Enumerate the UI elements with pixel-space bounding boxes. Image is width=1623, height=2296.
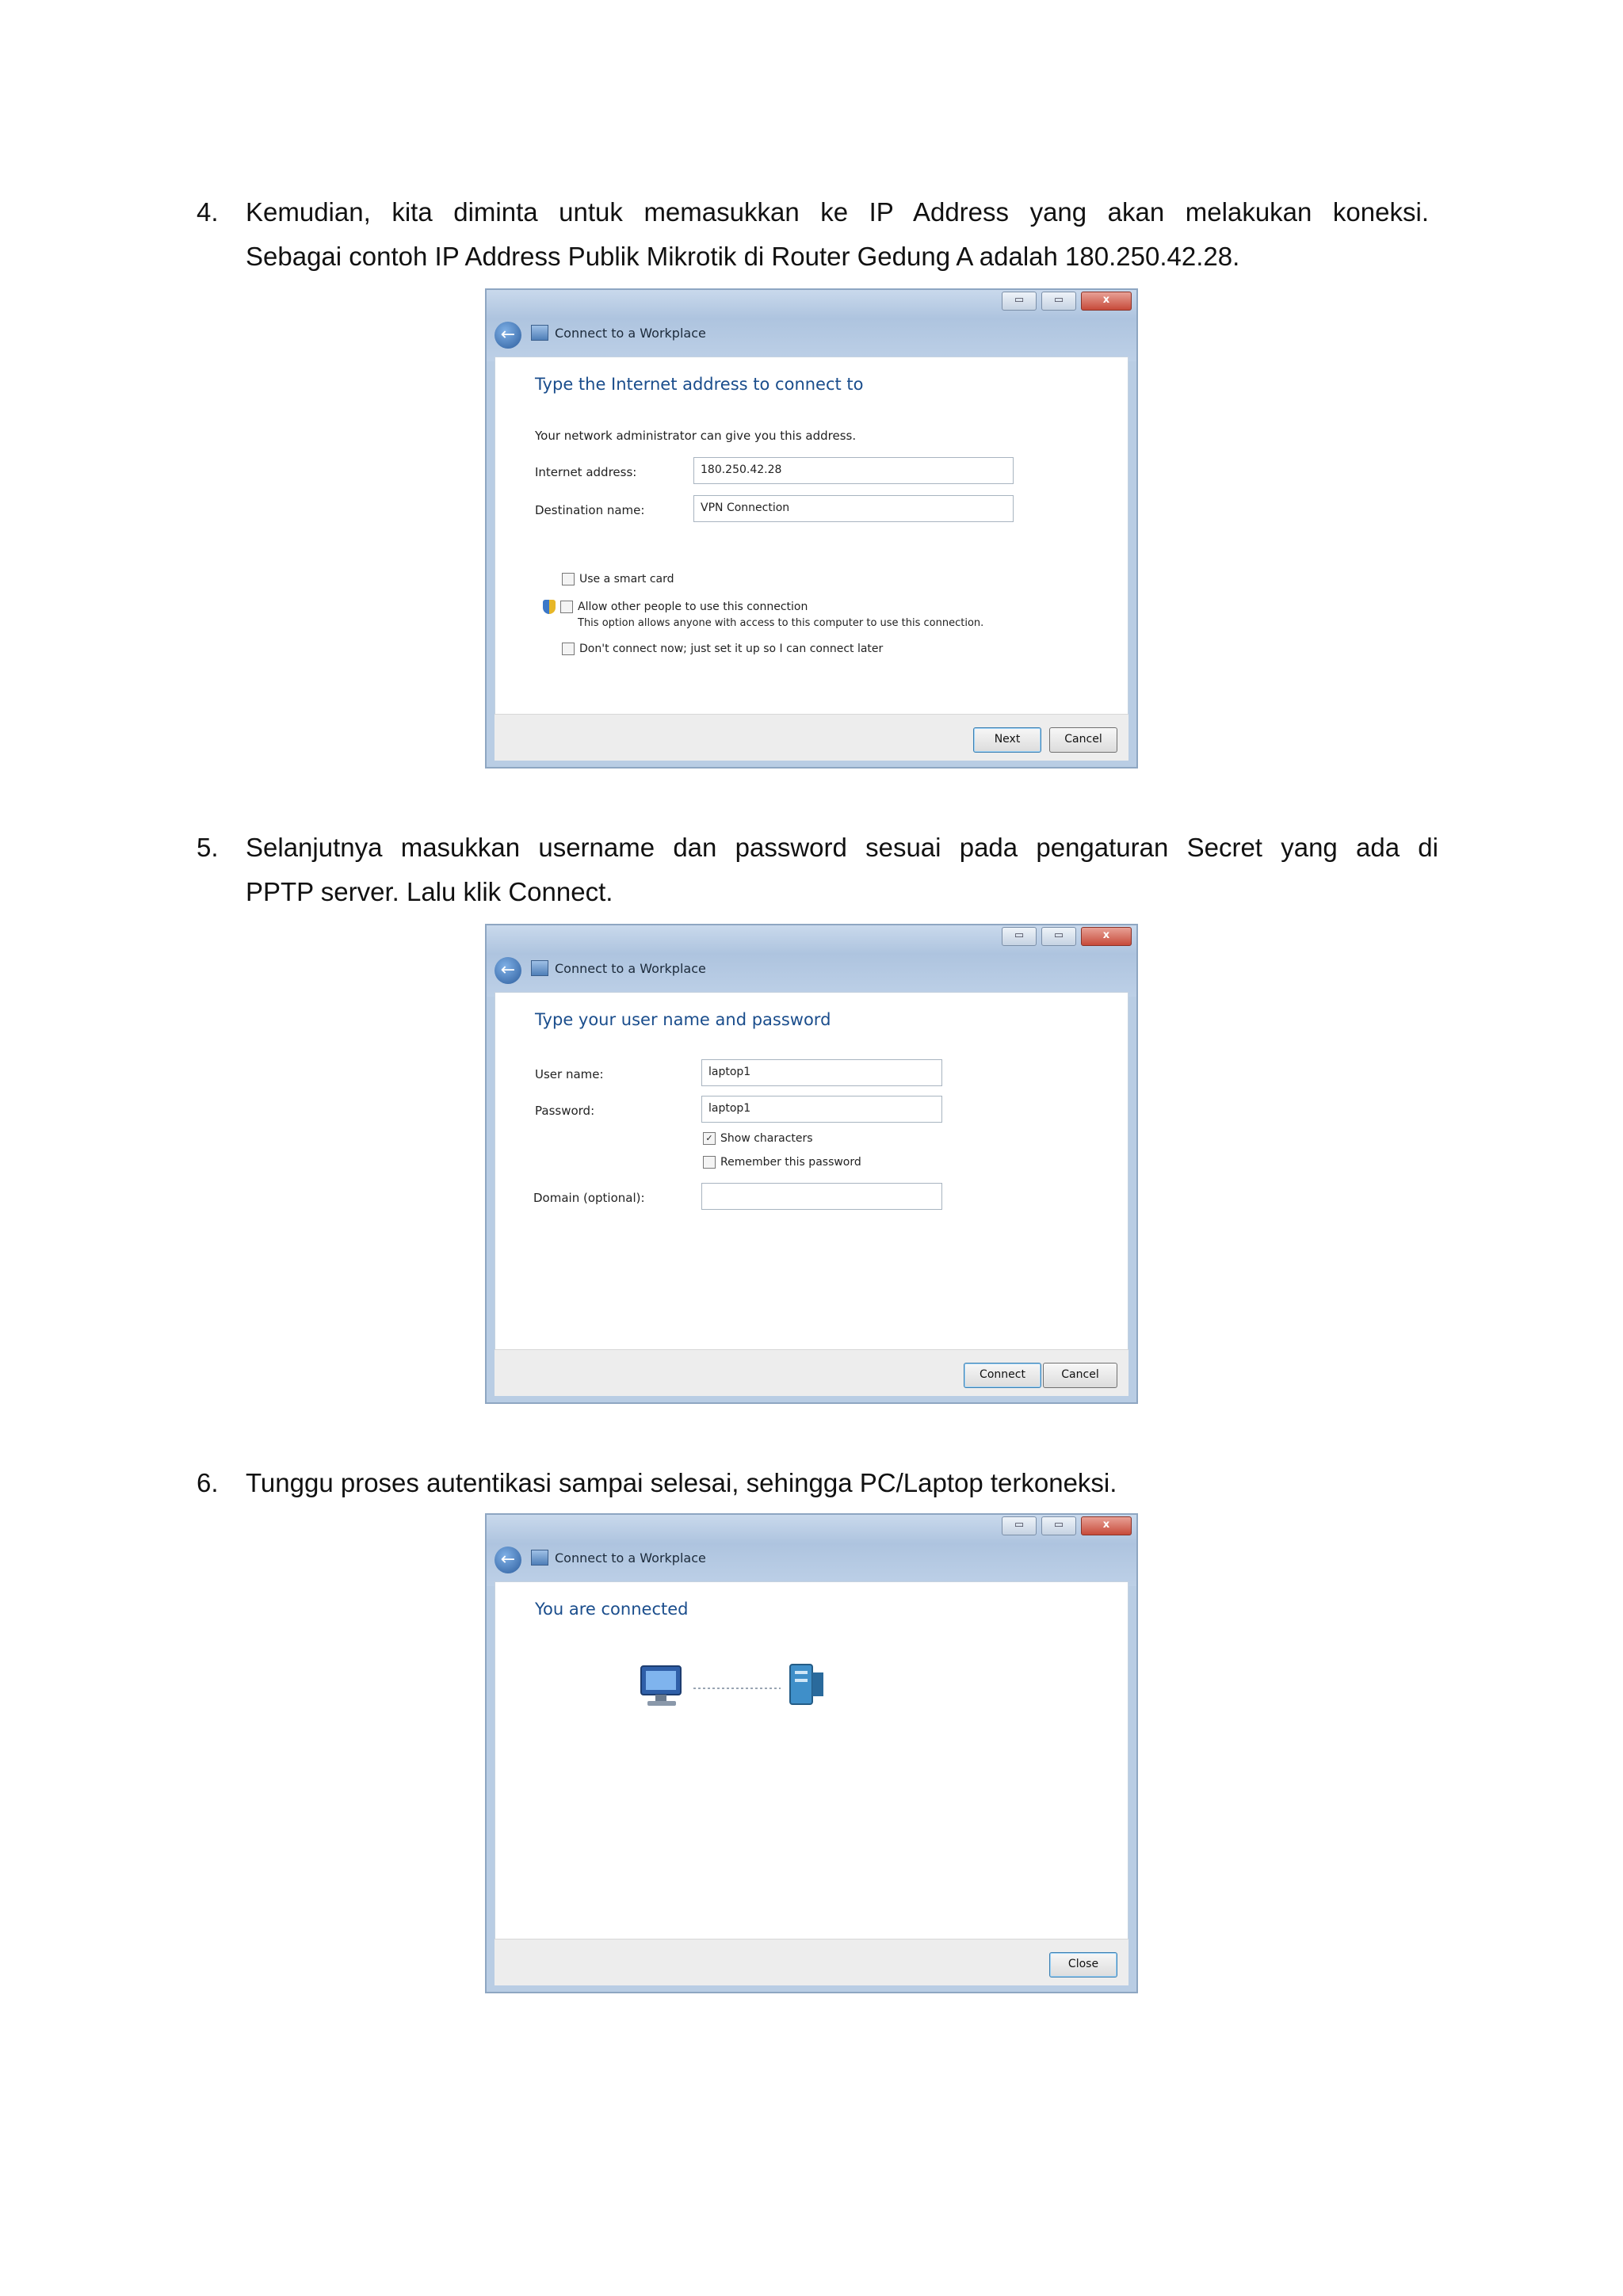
close-window-button[interactable]: x — [1081, 927, 1132, 946]
window-controls — [1002, 1516, 1132, 1535]
dialog-footer — [495, 1939, 1128, 1985]
username-input[interactable]: laptop1 — [701, 1059, 942, 1086]
dont-connect-label: Don't connect now; just set it up so I can connect later — [579, 643, 884, 655]
username-label: User name: — [535, 1067, 604, 1081]
dialog-footer — [495, 714, 1128, 761]
allow-others-note: This option allows anyone with access to this computer to use this connection. — [578, 617, 984, 629]
window-title — [531, 960, 706, 976]
step-number: 6. — [197, 1468, 219, 1497]
window-title-text: Connect to a Workplace — [555, 1550, 706, 1566]
smart-card-option[interactable] — [562, 573, 674, 585]
smart-card-checkbox[interactable] — [562, 573, 575, 585]
show-characters-option[interactable] — [703, 1132, 813, 1145]
smart-card-label: Use a smart card — [579, 573, 674, 585]
close-window-button[interactable]: x — [1081, 1516, 1132, 1535]
internet-address-label: Internet address: — [535, 465, 637, 479]
dont-connect-checkbox[interactable] — [562, 643, 575, 655]
internet-address-input[interactable]: 180.250.42.28 — [693, 457, 1014, 484]
window-title — [531, 325, 706, 341]
close-window-button[interactable]: x — [1081, 292, 1132, 311]
password-label: Password: — [535, 1104, 595, 1118]
minimize-button[interactable]: ▭ — [1002, 292, 1037, 311]
remember-password-option[interactable] — [703, 1156, 861, 1169]
server-icon — [790, 1665, 823, 1704]
close-button[interactable]: Close — [1049, 1952, 1117, 1978]
step-text-line: PPTP server. Lalu klik Connect. — [246, 877, 613, 906]
show-characters-checkbox[interactable]: ✓ — [703, 1132, 716, 1145]
network-icon — [531, 325, 548, 341]
window-title-text: Connect to a Workplace — [555, 325, 706, 341]
domain-label: Domain (optional): — [533, 1191, 645, 1205]
dialog-content — [495, 992, 1128, 1350]
remember-password-checkbox[interactable] — [703, 1156, 716, 1169]
computer-icon — [641, 1666, 681, 1706]
dialog-content — [495, 357, 1128, 715]
network-icon — [531, 1550, 548, 1566]
back-arrow-icon[interactable]: ← — [495, 322, 521, 349]
connection-diagram — [638, 1661, 828, 1717]
dialog-content — [495, 1581, 1128, 1939]
step-text-line: Kemudian, kita diminta untuk memasukkan ke IP Address yang akan melakukan koneksi. — [246, 197, 1429, 227]
window-title — [531, 1550, 706, 1566]
window-controls — [1002, 927, 1132, 946]
network-icon — [531, 960, 548, 976]
domain-input[interactable] — [701, 1183, 942, 1210]
remember-password-label: Remember this password — [720, 1156, 861, 1169]
dialog-heading: Type the Internet address to connect to — [535, 375, 864, 394]
show-characters-label: Show characters — [720, 1132, 813, 1145]
window-title-text: Connect to a Workplace — [555, 960, 706, 976]
allow-others-checkbox[interactable] — [560, 601, 573, 613]
allow-others-label: Allow other people to use this connection — [578, 601, 808, 613]
minimize-button[interactable]: ▭ — [1002, 1516, 1037, 1535]
cancel-button[interactable]: Cancel — [1049, 727, 1117, 753]
password-input[interactable]: laptop1 — [701, 1096, 942, 1123]
connect-workplace-dialog-credentials — [485, 924, 1138, 1404]
maximize-button[interactable]: ▭ — [1041, 292, 1076, 311]
back-arrow-icon[interactable]: ← — [495, 1547, 521, 1573]
window-controls — [1002, 292, 1132, 311]
connect-workplace-dialog-address — [485, 288, 1138, 769]
back-arrow-icon[interactable]: ← — [495, 957, 521, 984]
step-number: 5. — [197, 833, 219, 862]
next-button[interactable]: Next — [973, 727, 1041, 753]
step-text-line: Tunggu proses autentikasi sampai selesai, sehingga PC/Laptop terkoneksi. — [246, 1468, 1117, 1497]
destination-name-label: Destination name: — [535, 503, 645, 517]
step-text-line: Sebagai contoh IP Address Publik Mikrotik di Router Gedung A adalah 180.250.42.28. — [246, 242, 1240, 271]
allow-others-option[interactable] — [543, 600, 808, 614]
connect-workplace-dialog-connected — [485, 1513, 1138, 1993]
destination-name-input[interactable]: VPN Connection — [693, 495, 1014, 522]
step-number: 4. — [197, 197, 219, 227]
dialog-heading: You are connected — [535, 1600, 689, 1619]
connect-button[interactable]: Connect — [964, 1363, 1041, 1388]
step-text-line: Selanjutnya masukkan username dan password sesuai pada pengaturan Secret yang ada di — [246, 833, 1438, 862]
cancel-button[interactable]: Cancel — [1043, 1363, 1117, 1388]
dialog-heading: Type your user name and password — [535, 1010, 831, 1029]
info-text: Your network administrator can give you this address. — [535, 429, 857, 443]
dont-connect-option[interactable] — [562, 643, 883, 655]
dialog-footer — [495, 1349, 1128, 1396]
minimize-button[interactable]: ▭ — [1002, 927, 1037, 946]
maximize-button[interactable]: ▭ — [1041, 927, 1076, 946]
uac-shield-icon — [543, 600, 556, 614]
maximize-button[interactable]: ▭ — [1041, 1516, 1076, 1535]
